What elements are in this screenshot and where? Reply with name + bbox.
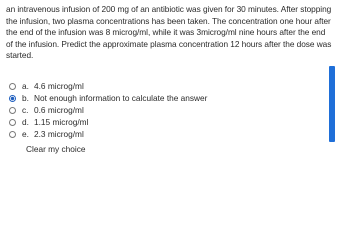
answer-text: 2.3 microg/ml (34, 129, 84, 140)
answer-text: Not enough information to calculate the answer (34, 93, 208, 104)
question-line: the end of the infusion was 8 microg/ml, while it was 3microg/ml nine hours after the end (6, 27, 326, 38)
answer-letter: a. (22, 81, 29, 92)
answer-letter: e. (22, 129, 29, 140)
radio-button-c[interactable] (9, 107, 16, 114)
answer-letter: b. (22, 93, 29, 104)
question-line: of the infusion. Predict the approximate plasma concentration 12 hours after the dose was (6, 38, 332, 49)
clear-choice-link[interactable]: Clear my choice (26, 144, 86, 154)
answer-option-a[interactable] (9, 80, 309, 92)
answer-letter: d. (22, 117, 29, 128)
sidebar-accent-bar (329, 66, 335, 142)
radio-button-a[interactable] (9, 83, 16, 90)
answer-option-c[interactable] (9, 104, 309, 116)
answer-option-b[interactable] (9, 92, 309, 104)
question-line: the infusion, two plasma concentrations has been taken. The concentration one hour after (6, 15, 331, 26)
radio-button-e[interactable] (9, 131, 16, 138)
answer-text: 0.6 microg/ml (34, 105, 84, 116)
question-line: an intravenous infusion of 200 mg of an antibiotic was given for 30 minutes. After stopping (6, 4, 332, 14)
radio-button-d[interactable] (9, 119, 16, 126)
answer-text: 1.15 microg/ml (34, 117, 89, 128)
answer-option-d[interactable] (9, 116, 309, 128)
answer-option-e[interactable] (9, 128, 309, 140)
question-text (6, 4, 336, 62)
answer-options (9, 80, 309, 140)
radio-button-b[interactable] (9, 95, 16, 102)
question-line: started. (6, 50, 34, 61)
answer-text: 4.6 microg/ml (34, 81, 84, 92)
answer-letter: c. (22, 105, 29, 116)
